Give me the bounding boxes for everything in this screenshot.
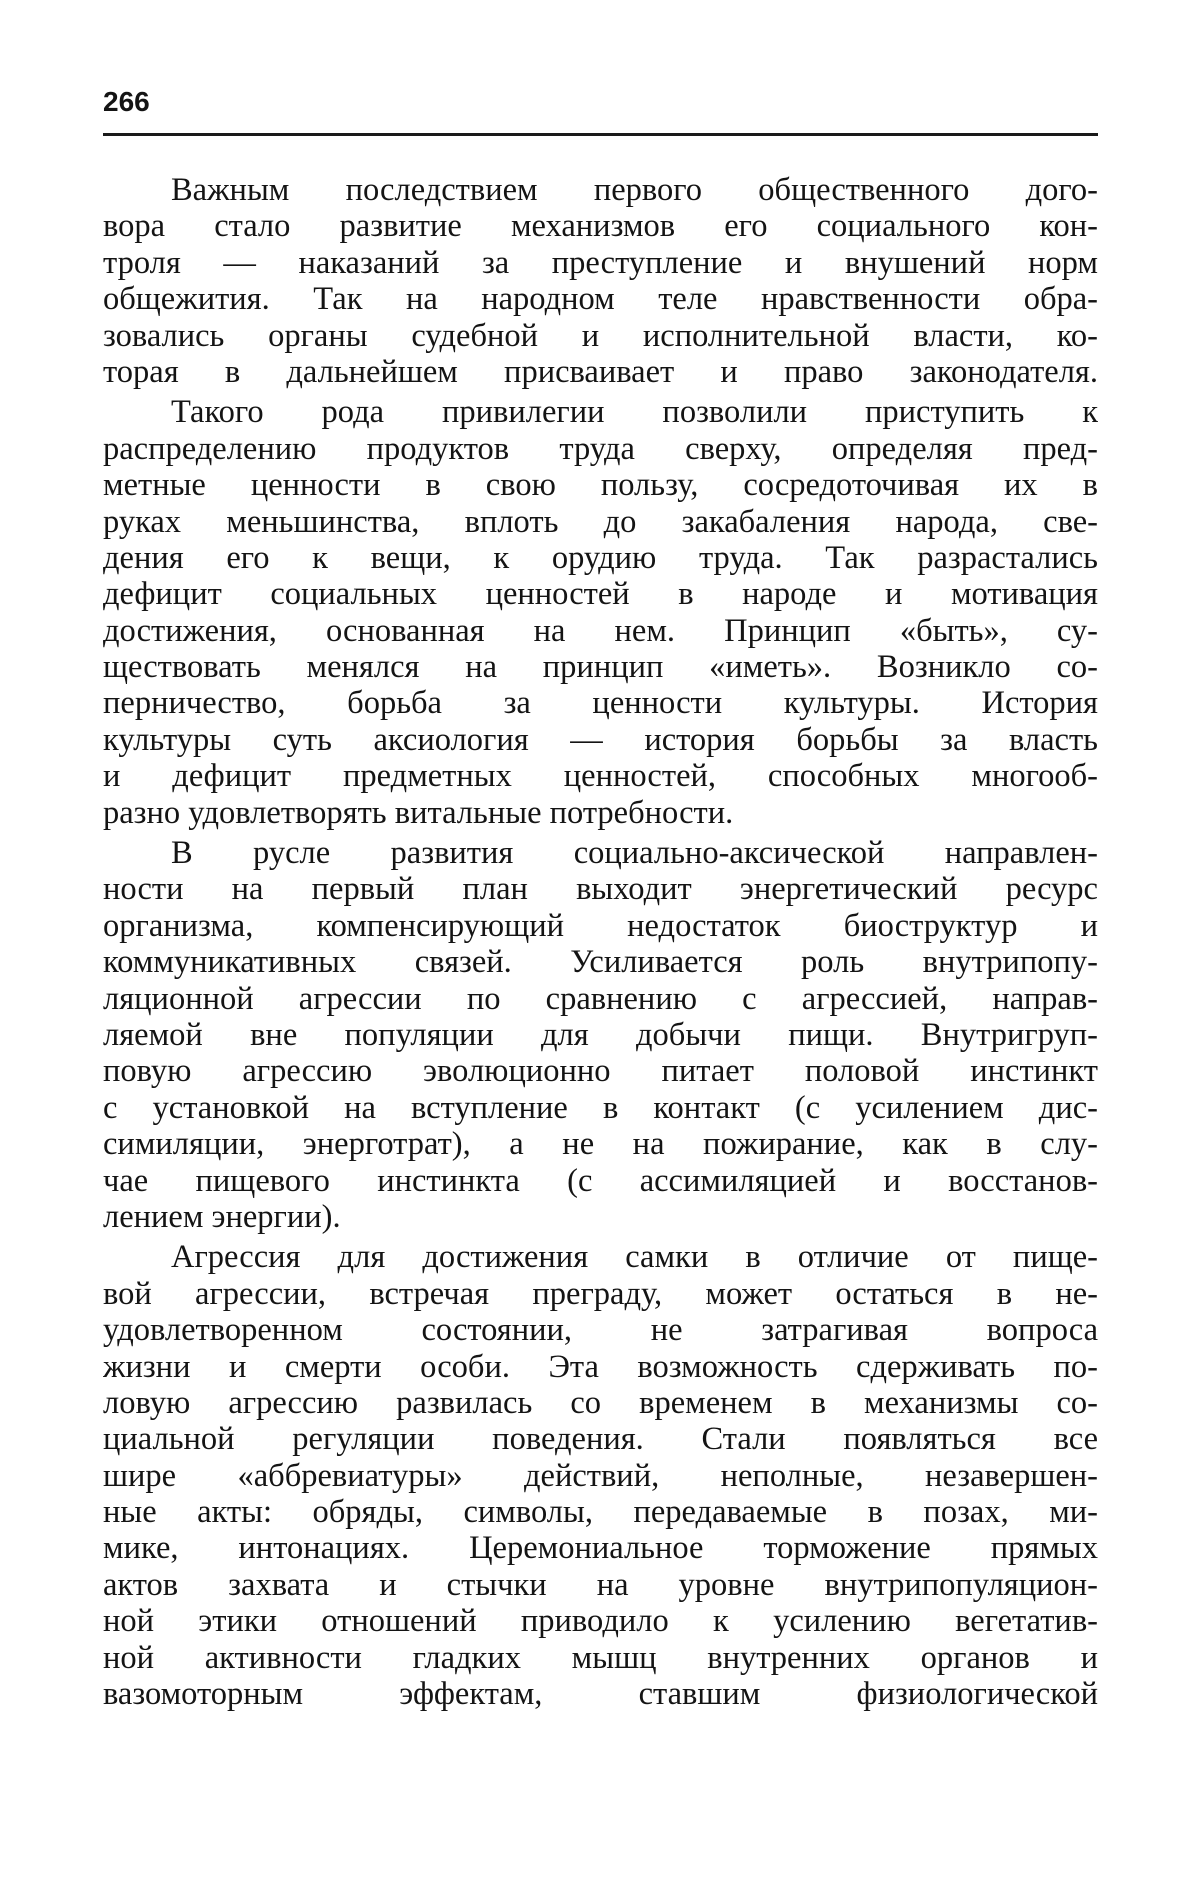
paragraph-1 bbox=[103, 172, 1098, 390]
text-line: Агрессия для достижения самки в отличие от пище- bbox=[171, 1239, 1098, 1276]
text-line: шире «аббревиатуры» действий, неполные, незавершен- bbox=[103, 1457, 1098, 1494]
text-line: циальной регуляции поведения. Стали появляться все bbox=[103, 1421, 1098, 1458]
text-line: ляционной агрессии по сравнению с агрессией, направ- bbox=[103, 980, 1098, 1017]
text-line: удовлетворенном состоянии, не затрагивая вопроса bbox=[103, 1312, 1098, 1349]
text-line: торая в дальнейшем присваивает и право законодателя. bbox=[103, 353, 1098, 390]
text-line: дефицит социальных ценностей в народе и мотивация bbox=[103, 576, 1098, 613]
text-line: ности на первый план выходит энергетический ресурс bbox=[103, 871, 1098, 908]
text-line: лением энергии). bbox=[103, 1198, 341, 1235]
text-line: чае пищевого инстинкта (с ассимиляцией и восстанов- bbox=[103, 1162, 1098, 1199]
text-line: ные акты: обряды, символы, передаваемые в позах, ми- bbox=[103, 1494, 1098, 1531]
page-number: 266 bbox=[103, 86, 150, 117]
text-line: ществовать менялся на принцип «иметь». Возникло со- bbox=[103, 649, 1098, 686]
header-rule bbox=[103, 133, 1098, 136]
text-line: Такого рода привилегии позволили приступить к bbox=[171, 394, 1098, 431]
text-line: культуры суть аксиология — история борьбы за власть bbox=[103, 721, 1098, 758]
text-line: и дефицит предметных ценностей, способных многооб- bbox=[103, 758, 1098, 795]
text-line: В русле развития социально-аксической направлен- bbox=[171, 835, 1098, 872]
text-line: ловую агрессию развилась со временем в механизмы со- bbox=[103, 1384, 1098, 1421]
text-line: вой агрессии, встречая преграду, может остаться в не- bbox=[103, 1275, 1098, 1312]
text-line: повую агрессию эволюционно питает половой инстинкт bbox=[103, 1053, 1098, 1090]
text-line: актов захвата и стычки на уровне внутрипопуляцион- bbox=[103, 1566, 1098, 1603]
text-line: ной этики отношений приводило к усилению вегетатив- bbox=[103, 1603, 1098, 1640]
text-line: достижения, основанная на нем. Принцип «быть», су- bbox=[103, 612, 1098, 649]
text-line: распределению продуктов труда сверху, определяя пред- bbox=[103, 430, 1098, 467]
text-line: Важным последствием первого общественного дого- bbox=[171, 172, 1098, 208]
text-line: организма, компенсирующий недостаток биоструктур и bbox=[103, 907, 1098, 944]
text-line: общежития. Так на народном теле нравственности обра- bbox=[103, 281, 1098, 318]
text-line: вора стало развитие механизмов его социального кон- bbox=[103, 208, 1098, 245]
text-line: троля — наказаний за преступление и внушений норм bbox=[103, 244, 1098, 281]
text-line: ной активности гладких мышц внутренних органов и bbox=[103, 1639, 1098, 1676]
text-line: метные ценности в свою пользу, сосредоточивая их в bbox=[103, 467, 1098, 504]
text-line: перничество, борьба за ценности культуры. История bbox=[103, 685, 1098, 722]
body-text bbox=[103, 172, 1098, 1716]
text-line: жизни и смерти особи. Эта возможность сдерживать по- bbox=[103, 1348, 1098, 1385]
text-line: разно удовлетворять витальные потребности. bbox=[103, 794, 734, 831]
paragraph-2 bbox=[103, 394, 1098, 831]
text-line: дения его к вещи, к орудию труда. Так разрастались bbox=[103, 539, 1098, 576]
text-line: вазомоторным эффектам, ставшим физиологической bbox=[103, 1676, 1098, 1713]
text-line: ляемой вне популяции для добычи пищи. Внутригруп- bbox=[103, 1016, 1098, 1053]
text-line: с установкой на вступление в контакт (с усилением дис- bbox=[103, 1089, 1098, 1126]
text-line: симиляции, энерготрат), а не на пожирание, как в слу- bbox=[103, 1126, 1098, 1163]
paragraph-3 bbox=[103, 835, 1098, 1235]
paragraph-4 bbox=[103, 1239, 1098, 1712]
text-line: руках меньшинства, вплоть до закабаления народа, све- bbox=[103, 503, 1098, 540]
text-line: коммуникативных связей. Усиливается роль внутрипопу- bbox=[103, 944, 1098, 981]
text-line: зовались органы судебной и исполнительной власти, ко- bbox=[103, 317, 1098, 354]
text-line: мике, интонациях. Церемониальное торможение прямых bbox=[103, 1530, 1098, 1567]
